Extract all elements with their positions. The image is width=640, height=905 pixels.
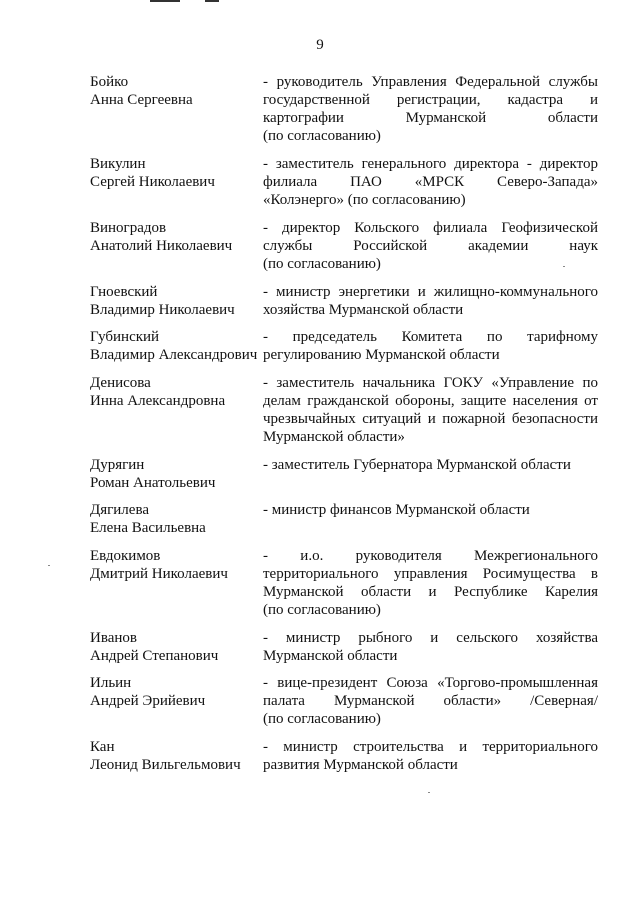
position-line: - заместитель генерального директора - директор: [263, 156, 598, 172]
position-line: - министр энергетики и жилищно-коммунального: [263, 284, 598, 300]
member-name: [90, 328, 262, 364]
position-line: (по согласованию): [263, 128, 381, 144]
member-name: [90, 547, 262, 583]
member-position: [263, 738, 598, 774]
member-name: [90, 501, 262, 537]
position-line: - заместитель Губернатора Мурманской области: [263, 457, 571, 473]
member-surname: Дягилева: [90, 502, 149, 518]
position-line: - вице-президент Союза «Торгово-промышленная: [263, 675, 598, 691]
member-position: [263, 629, 598, 665]
position-line: картографии Мурманской области: [263, 110, 598, 126]
member-surname: Виноградов: [90, 220, 167, 236]
position-line: чрезвычайных ситуаций и пожарной безопасности: [263, 411, 598, 427]
member-name: [90, 374, 262, 410]
scan-speck: [563, 266, 565, 267]
member-position: [263, 328, 598, 364]
member-surname: Дурягин: [90, 457, 145, 473]
member-surname: Викулин: [90, 156, 146, 172]
position-line: - директор Кольского филиала Геофизической: [263, 220, 598, 236]
position-line: - и.о. руководителя Межрегионального: [263, 548, 598, 564]
member-given-names: Леонид Вильгельмович: [90, 757, 241, 773]
position-line: (по согласованию): [263, 602, 381, 618]
member-given-names: Андрей Степанович: [90, 648, 219, 664]
position-line: филиала ПАО «МРСК Северо-Запада»: [263, 174, 598, 190]
position-line: хозяйства Мурманской области: [263, 302, 464, 318]
member-given-names: Сергей Николаевич: [90, 174, 215, 190]
position-line: территориального управления Росимущества в: [263, 566, 598, 582]
position-line: делам гражданской обороны, защите населения от: [263, 393, 598, 409]
member-surname: Евдокимов: [90, 548, 161, 564]
member-position: [263, 547, 598, 619]
page-number: 9: [316, 37, 324, 53]
member-position: [263, 674, 598, 728]
member-name: [90, 456, 262, 492]
member-surname: Денисова: [90, 375, 151, 391]
member-surname: Бойко: [90, 74, 129, 90]
member-surname: Иванов: [90, 630, 137, 646]
position-line: - руководитель Управления Федеральной службы: [263, 74, 598, 90]
position-line: (по согласованию): [263, 256, 381, 272]
member-given-names: Владимир Николаевич: [90, 302, 235, 318]
member-name: [90, 155, 262, 191]
member-surname: Губинский: [90, 329, 160, 345]
member-position: [263, 374, 598, 446]
position-line: - заместитель начальника ГОКУ «Управление по: [263, 375, 598, 391]
member-name: [90, 738, 262, 774]
position-line: регулированию Мурманской области: [263, 347, 500, 363]
member-given-names: Инна Александровна: [90, 393, 226, 409]
position-line: - председатель Комитета по тарифному: [263, 329, 598, 345]
member-name: [90, 73, 262, 109]
scan-speck: [428, 792, 430, 793]
member-name: [90, 219, 262, 255]
position-line: «Колэнерго» (по согласованию): [263, 192, 466, 208]
member-given-names: Анна Сергеевна: [90, 92, 193, 108]
position-line: государственной регистрации, кадастра и: [263, 92, 598, 108]
position-line: (по согласованию): [263, 711, 381, 727]
member-position: [263, 456, 598, 474]
member-name: [90, 629, 262, 665]
scan-artifact-left: [150, 0, 180, 2]
member-given-names: Анатолий Николаевич: [90, 238, 233, 254]
position-line: развития Мурманской области: [263, 757, 458, 773]
position-line: - министр строительства и территориального: [263, 739, 598, 755]
position-line: Мурманской области и Республике Карелия: [263, 584, 598, 600]
scan-speck: [48, 565, 50, 566]
member-name: [90, 283, 262, 319]
member-given-names: Елена Васильевна: [90, 520, 206, 536]
member-surname: Гноевский: [90, 284, 158, 300]
member-position: [263, 283, 598, 319]
member-position: [263, 219, 598, 273]
member-surname: Кан: [90, 739, 115, 755]
member-name: [90, 674, 262, 710]
position-line: Мурманской области: [263, 648, 398, 664]
member-given-names: Андрей Эрийевич: [90, 693, 206, 709]
scan-artifact-right: [205, 0, 219, 2]
member-position: [263, 501, 598, 519]
position-line: палата Мурманской области» /Северная/: [263, 693, 598, 709]
position-line: Мурманской области»: [263, 429, 405, 445]
position-line: - министр финансов Мурманской области: [263, 502, 530, 518]
member-surname: Ильин: [90, 675, 132, 691]
member-given-names: Владимир Александрович: [90, 347, 258, 363]
member-position: [263, 73, 598, 145]
position-line: - министр рыбного и сельского хозяйства: [263, 630, 598, 646]
position-line: службы Российской академии наук: [263, 238, 598, 254]
member-given-names: Дмитрий Николаевич: [90, 566, 228, 582]
member-given-names: Роман Анатольевич: [90, 475, 216, 491]
member-position: [263, 155, 598, 209]
